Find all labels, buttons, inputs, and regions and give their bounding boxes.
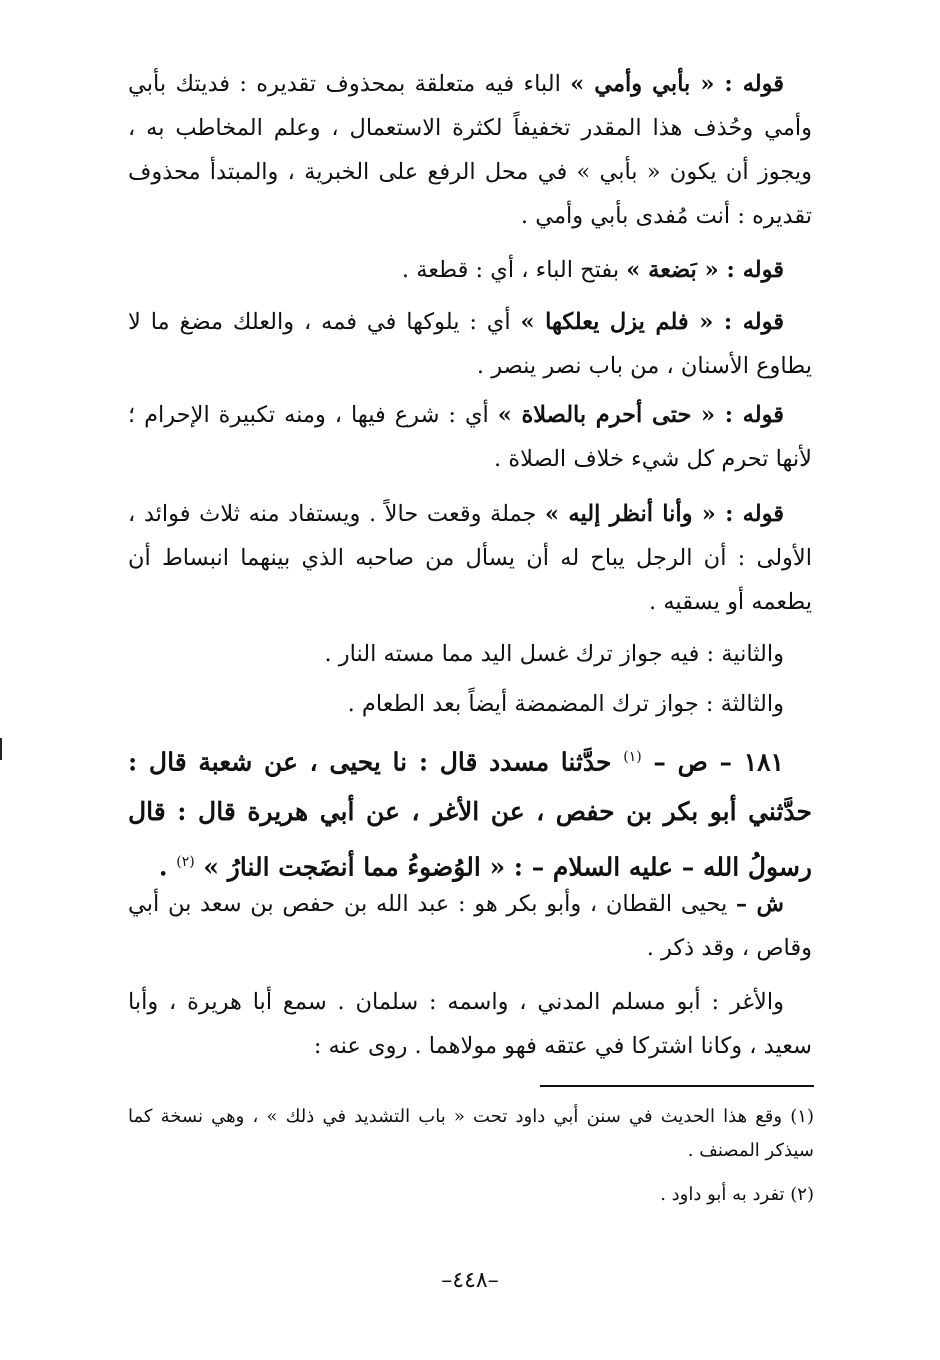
footnote-separator [540,1085,814,1087]
footnote-1: (١) وقع هذا الحديث في سنن أبي داود تحت « باب التشديد في ذلك » ، وهي نسخة كما سيذكر المصنف . [128,1106,814,1161]
paragraph-text: والثانية : فيه جواز ترك غسل اليد مما مسته النار . [324,641,784,667]
paragraph-bi-abi-wa-ummi [128,62,812,238]
paragraph-label: قوله : « حتى أحرم بالصلاة » [497,402,784,428]
paragraph-label: قوله : « وأنا أنظر إليه » [545,501,784,527]
commentary-label: ش – [735,891,784,917]
hadith-number: ١٨١ – ص – [653,747,784,777]
commentary-sharh [128,882,812,970]
paragraph-ahrama [128,393,812,481]
paragraph-text: والثالثة : جواز ترك المضمضة أيضاً بعد الطعام . [347,691,784,717]
commentary-al-agharr [128,980,812,1068]
page-number: –٤٤٨– [441,1268,499,1293]
paragraph-anzuru-ilayh [128,492,812,624]
paragraph-badaa [128,248,812,292]
paragraph-third-benefit [128,682,812,726]
commentary-text: يحيى القطان ، وأبو بكر هو : عبد الله بن حفص بن سعد بن أبي وقاص ، وقد ذكر . [128,891,812,961]
footnote-ref-2: (٢) [176,854,195,871]
paragraph-text: بفتح الباء ، أي : قطعة . [401,257,627,283]
paragraph-text: أي : يلوكها في فمه ، والعلك مضغ ما لا يطاوع الأسنان ، من باب نصر ينصر . [128,309,812,379]
paragraph-label: قوله : « بَضعة » [626,257,784,283]
hadith-text: حدَّثنا مسدد قال : نا يحيى ، عن شعبة قال : حدَّثني أبو بكر بن حفص ، عن الأغر ، عن أبي هريرة قال : قال رسولُ الله – عليه السلام – : « الوُضوءُ مما أنضَجت النارُ » [128,747,812,882]
paragraph-text: أي : شرع فيها ، ومنه تكبيرة الإحرام ؛ لأنها تحرم كل شيء خلاف الصلاة . [128,402,812,472]
footnote-2: (٢) تفرد به أبو داود . [660,1184,814,1205]
hadith-end: . [158,852,177,882]
paragraph-label: قوله : « فلم يزل يعلكها » [520,309,784,335]
scan-edge-mark [0,738,2,760]
paragraph-second-benefit [128,632,812,676]
paragraph-yalukuha [128,300,812,388]
paragraph-text: الباء فيه متعلقة بمحذوف تقديره : فديتك بأبي وأمي وحُذف هذا المقدر تخفيفاً لكثرة الاستعمال ، وعلم المخاطب به ، ويجوز أن يكون « بأبي » في محل الرفع على الخبرية ، والمبتدأ محذوف تقديره : أنت مُفدى بأبي وأمي . [128,71,812,229]
paragraph-label: قوله : « بأبي وأمي » [570,71,784,97]
hadith-181 [128,732,812,893]
commentary-text: والأغر : أبو مسلم المدني ، واسمه : سلمان . سمع أبا هريرة ، وأبا سعيد ، وكانا اشتركا في عتقه فهو مولاهما . روى عنه : [128,989,812,1059]
footnote-ref-1: (١) [623,749,642,765]
paragraph-text: جملة وقعت حالاً . ويستفاد منه ثلاث فوائد ، الأولى : أن الرجل يباح له أن يسأل من صاحبه الذي بينهما انبساط أن يطعمه أو يسقيه . [128,501,812,615]
